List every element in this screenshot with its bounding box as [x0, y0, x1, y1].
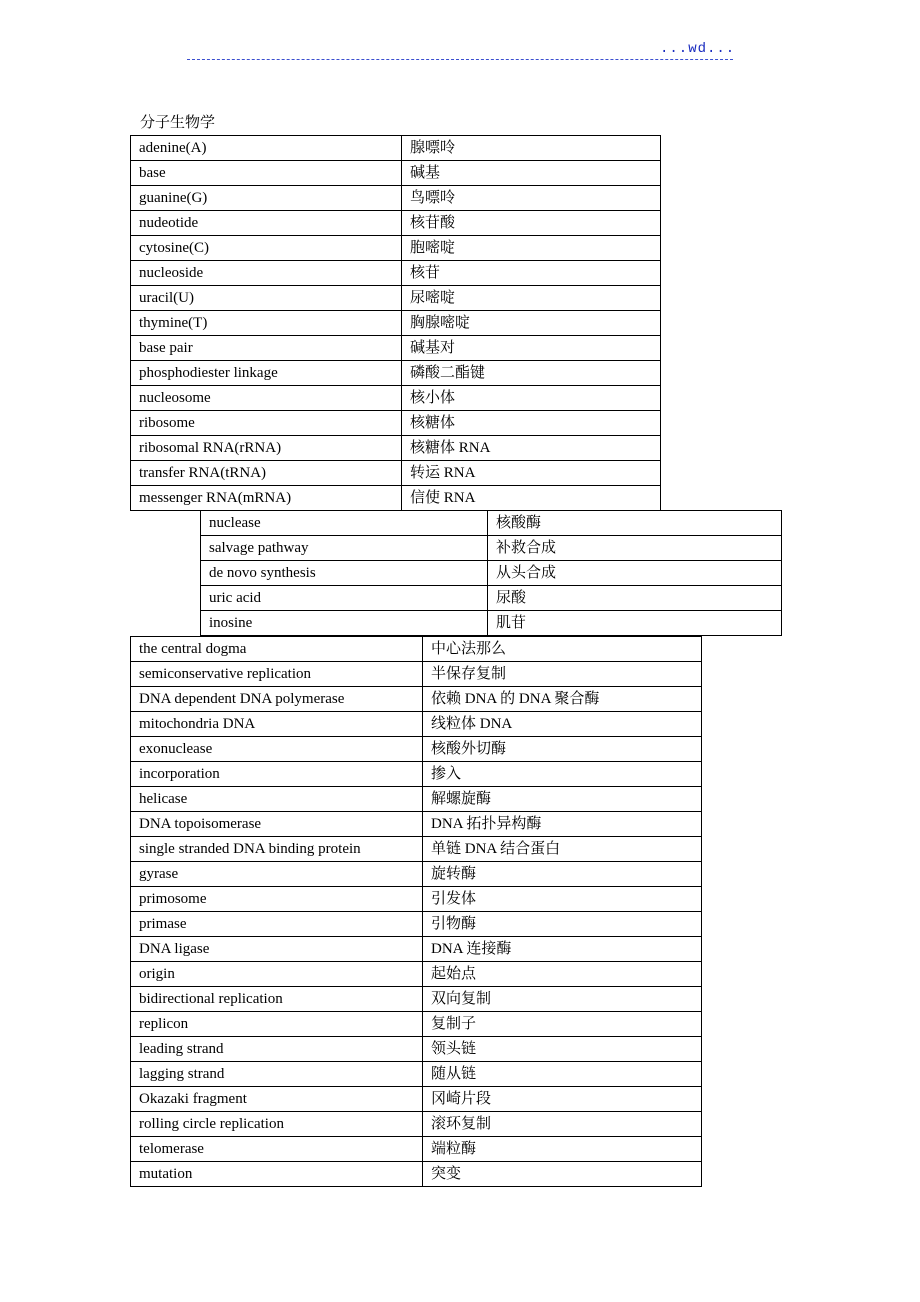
chinese-term: 单链 DNA 结合蛋白 — [423, 837, 702, 862]
chinese-term: 肌苷 — [488, 611, 782, 636]
table-row — [131, 712, 702, 737]
chinese-term: 引物酶 — [423, 912, 702, 937]
english-term: DNA dependent DNA polymerase — [131, 687, 423, 712]
chinese-term: 线粒体 DNA — [423, 712, 702, 737]
chinese-term: DNA 连接酶 — [423, 937, 702, 962]
chinese-term: 引发体 — [423, 887, 702, 912]
chinese-term: 转运 RNA — [402, 461, 661, 486]
chinese-term: 随从链 — [423, 1062, 702, 1087]
table-row — [201, 561, 782, 586]
table-row — [131, 762, 702, 787]
chinese-term: 解螺旋酶 — [423, 787, 702, 812]
table-row — [131, 161, 661, 186]
english-term: inosine — [201, 611, 488, 636]
chinese-term: 掺入 — [423, 762, 702, 787]
english-term: ribosomal RNA(rRNA) — [131, 436, 402, 461]
english-term: nucleoside — [131, 261, 402, 286]
english-term: base pair — [131, 336, 402, 361]
chinese-term: 突变 — [423, 1162, 702, 1187]
chinese-term: 滚环复制 — [423, 1112, 702, 1137]
english-term: uric acid — [201, 586, 488, 611]
english-term: exonuclease — [131, 737, 423, 762]
chinese-term: 中心法那么 — [423, 637, 702, 662]
english-term: primosome — [131, 887, 423, 912]
english-term: base — [131, 161, 402, 186]
table-row — [131, 787, 702, 812]
chinese-term: 起始点 — [423, 962, 702, 987]
chinese-term: 依赖 DNA 的 DNA 聚合酶 — [423, 687, 702, 712]
table-row — [201, 511, 782, 536]
table-row — [201, 536, 782, 561]
english-term: cytosine(C) — [131, 236, 402, 261]
table-row — [131, 486, 661, 511]
chinese-term: 尿嘧啶 — [402, 286, 661, 311]
english-term: salvage pathway — [201, 536, 488, 561]
table-row — [131, 1112, 702, 1137]
english-term: guanine(G) — [131, 186, 402, 211]
chinese-term: 腺嘌呤 — [402, 136, 661, 161]
table-row — [131, 1037, 702, 1062]
table-row — [131, 937, 702, 962]
table-row — [131, 136, 661, 161]
english-term: bidirectional replication — [131, 987, 423, 1012]
table-row — [131, 461, 661, 486]
chinese-term: 鸟嘌呤 — [402, 186, 661, 211]
english-term: de novo synthesis — [201, 561, 488, 586]
table-row — [131, 862, 702, 887]
table-row — [131, 436, 661, 461]
english-term: nudeotide — [131, 211, 402, 236]
table-row — [201, 611, 782, 636]
chinese-term: 补救合成 — [488, 536, 782, 561]
table-row — [131, 737, 702, 762]
chinese-term: 核酸外切酶 — [423, 737, 702, 762]
english-term: thymine(T) — [131, 311, 402, 336]
vocab-table-3 — [130, 636, 702, 1187]
english-term: DNA ligase — [131, 937, 423, 962]
english-term: phosphodiester linkage — [131, 361, 402, 386]
table-row — [131, 411, 661, 436]
table-row — [131, 1062, 702, 1087]
table-row — [131, 261, 661, 286]
chinese-term: 核酸酶 — [488, 511, 782, 536]
english-term: telomerase — [131, 1137, 423, 1162]
table-row — [131, 912, 702, 937]
table-row — [131, 1162, 702, 1187]
english-term: mutation — [131, 1162, 423, 1187]
table-row — [131, 186, 661, 211]
table-row — [131, 311, 661, 336]
english-term: origin — [131, 962, 423, 987]
table-row — [131, 887, 702, 912]
chinese-term: 核苷 — [402, 261, 661, 286]
english-term: transfer RNA(tRNA) — [131, 461, 402, 486]
table-row — [131, 687, 702, 712]
english-term: adenine(A) — [131, 136, 402, 161]
english-term: rolling circle replication — [131, 1112, 423, 1137]
chinese-term: 磷酸二酯键 — [402, 361, 661, 386]
header-mark: ...wd... — [660, 41, 736, 57]
english-term: single stranded DNA binding protein — [131, 837, 423, 862]
chinese-term: 从头合成 — [488, 561, 782, 586]
english-term: uracil(U) — [131, 286, 402, 311]
english-term: incorporation — [131, 762, 423, 787]
english-term: replicon — [131, 1012, 423, 1037]
table-row — [131, 962, 702, 987]
vocab-table-1 — [130, 135, 661, 511]
chinese-term: 尿酸 — [488, 586, 782, 611]
table-row — [131, 637, 702, 662]
chinese-term: 冈崎片段 — [423, 1087, 702, 1112]
chinese-term: 核小体 — [402, 386, 661, 411]
chinese-term: 核苷酸 — [402, 211, 661, 236]
chinese-term: 半保存复制 — [423, 662, 702, 687]
chinese-term: 双向复制 — [423, 987, 702, 1012]
table-row — [131, 361, 661, 386]
chinese-term: DNA 拓扑异构酶 — [423, 812, 702, 837]
table-row — [131, 211, 661, 236]
table-row — [131, 1137, 702, 1162]
english-term: primase — [131, 912, 423, 937]
english-term: lagging strand — [131, 1062, 423, 1087]
chinese-term: 碱基对 — [402, 336, 661, 361]
chinese-term: 旋转酶 — [423, 862, 702, 887]
chinese-term: 胞嘧啶 — [402, 236, 661, 261]
english-term: nucleosome — [131, 386, 402, 411]
english-term: semiconservative replication — [131, 662, 423, 687]
table-row — [131, 1087, 702, 1112]
chinese-term: 核糖体 — [402, 411, 661, 436]
page-title: 分子生物学 — [140, 115, 216, 131]
header-rule — [187, 59, 733, 60]
english-term: helicase — [131, 787, 423, 812]
chinese-term: 领头链 — [423, 1037, 702, 1062]
chinese-term: 胸腺嘧啶 — [402, 311, 661, 336]
chinese-term: 核糖体 RNA — [402, 436, 661, 461]
table-row — [131, 987, 702, 1012]
table-row — [131, 837, 702, 862]
table-row — [131, 662, 702, 687]
table-row — [131, 236, 661, 261]
english-term: DNA topoisomerase — [131, 812, 423, 837]
table-row — [131, 812, 702, 837]
english-term: nuclease — [201, 511, 488, 536]
chinese-term: 碱基 — [402, 161, 661, 186]
english-term: mitochondria DNA — [131, 712, 423, 737]
english-term: messenger RNA(mRNA) — [131, 486, 402, 511]
english-term: the central dogma — [131, 637, 423, 662]
table-row — [201, 586, 782, 611]
english-term: gyrase — [131, 862, 423, 887]
chinese-term: 复制子 — [423, 1012, 702, 1037]
english-term: Okazaki fragment — [131, 1087, 423, 1112]
table-row — [131, 1012, 702, 1037]
table-row — [131, 286, 661, 311]
vocab-table-2 — [200, 510, 782, 636]
table-row — [131, 336, 661, 361]
chinese-term: 信使 RNA — [402, 486, 661, 511]
english-term: leading strand — [131, 1037, 423, 1062]
english-term: ribosome — [131, 411, 402, 436]
table-row — [131, 386, 661, 411]
chinese-term: 端粒酶 — [423, 1137, 702, 1162]
